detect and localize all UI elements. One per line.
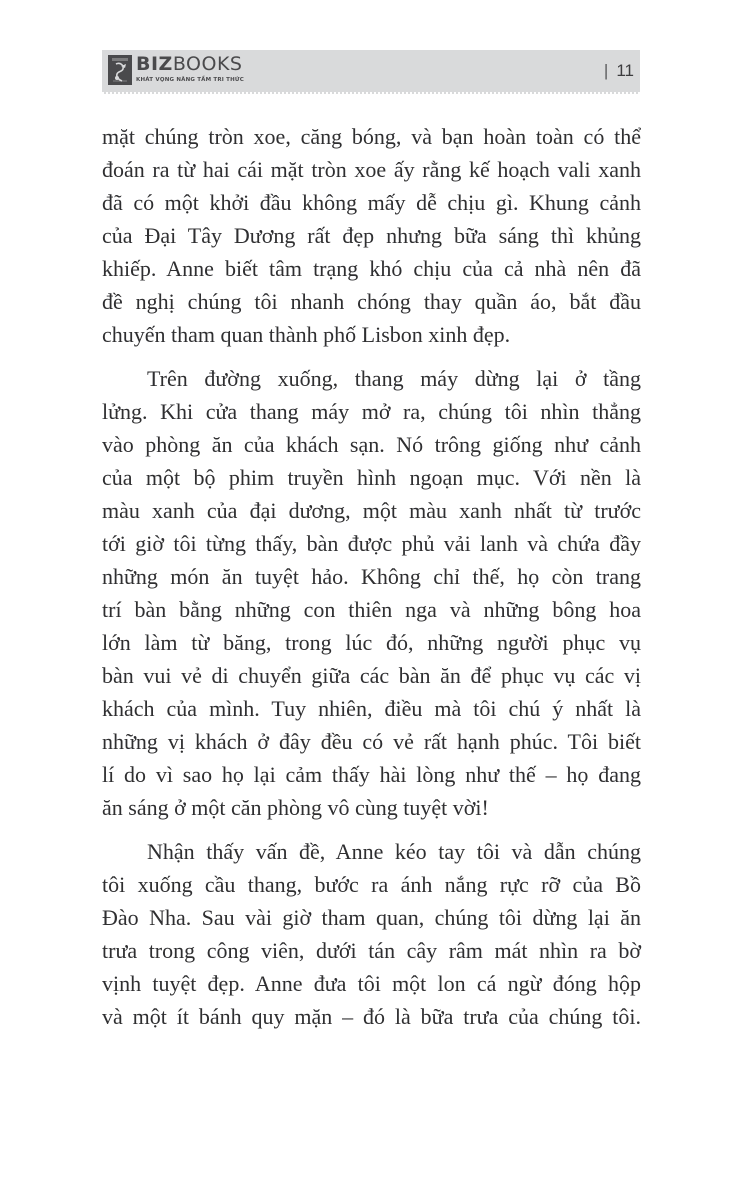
- brand-name-bold: BIZ: [136, 53, 173, 75]
- text-line: và một ít bánh quy mặn – đó là bữa trưa của chúng tôi.: [102, 1004, 641, 1029]
- text-line: màu xanh của đại dương, một màu xanh nhất từ trước: [102, 498, 641, 523]
- running-header: [102, 50, 640, 94]
- text-line: lí do vì sao họ lại cảm thấy hài lòng như thế – họ đang: [102, 762, 641, 787]
- brand-name-light: BOOKS: [172, 53, 243, 75]
- text-line: tới giờ tôi từng thấy, bàn được phủ vải lanh và chứa đầy: [102, 531, 641, 556]
- body-text: [102, 120, 641, 1033]
- text-line: vào phòng ăn của khách sạn. Nó trông giống như cảnh: [102, 432, 641, 457]
- page-number-value: 11: [616, 61, 634, 80]
- brand-name: [136, 53, 242, 75]
- text-line: bàn vui vẻ di chuyển giữa các bàn ăn để phục vụ các vị: [102, 663, 641, 688]
- text-line: mặt chúng tròn xoe, căng bóng, và bạn hoàn toàn có thể: [102, 124, 641, 149]
- text-line: khiếp. Anne biết tâm trạng khó chịu của cả nhà nên đã: [102, 256, 641, 281]
- text-line: tôi xuống cầu thang, bước ra ánh nắng rực rỡ của Bồ: [102, 872, 641, 897]
- text-line: Trên đường xuống, thang máy dừng lại ở tầng: [147, 366, 641, 391]
- text-line: ăn sáng ở một căn phòng vô cùng tuyệt vời!: [102, 795, 489, 820]
- text-line: lửng. Khi cửa thang máy mở ra, chúng tôi nhìn thẳng: [102, 399, 641, 424]
- brand-tagline: KHÁT VỌNG NÂNG TẦM TRI THỨC: [136, 77, 244, 83]
- text-line: trí bàn bằng những con thiên nga và những bông hoa: [102, 597, 641, 622]
- paragraph-2: [102, 362, 641, 824]
- text-line: của một bộ phim truyền hình ngoạn mục. Với nền là: [102, 465, 641, 490]
- page-number-separator: |: [603, 61, 609, 80]
- paragraph-1: [102, 120, 641, 351]
- text-line: đoán ra từ hai cái mặt tròn xoe ấy rằng kế hoạch vali xanh: [102, 157, 641, 182]
- page-number: [604, 60, 634, 82]
- bizbooks-logo-icon: [108, 55, 132, 85]
- text-line: lớn làm từ băng, trong lúc đó, những người phục vụ: [102, 630, 641, 655]
- text-line: trưa trong công viên, dưới tán cây râm mát nhìn ra bờ: [102, 938, 641, 963]
- text-line: những vị khách ở đây đều có vẻ rất hạnh phúc. Tôi biết: [102, 729, 641, 754]
- text-line: vịnh tuyệt đẹp. Anne đưa tôi một lon cá ngừ đóng hộp: [102, 971, 641, 996]
- text-line: chuyến tham quan thành phố Lisbon xinh đẹp.: [102, 322, 511, 347]
- text-line: những món ăn tuyệt hảo. Không chỉ thế, họ còn trang: [102, 564, 641, 589]
- paragraph-3: [102, 835, 641, 1033]
- text-line: đã có một khởi đầu không mấy dễ chịu gì. Khung cảnh: [102, 190, 641, 215]
- text-line: khách của mình. Tuy nhiên, điều mà tôi chú ý nhất là: [102, 696, 641, 721]
- text-line: Đào Nha. Sau vài giờ tham quan, chúng tôi dừng lại ăn: [102, 905, 641, 930]
- text-line: của Đại Tây Dương rất đẹp nhưng bữa sáng thì khủng: [102, 223, 641, 248]
- text-line: đề nghị chúng tôi nhanh chóng thay quần áo, bắt đầu: [102, 289, 641, 314]
- text-line: Nhận thấy vấn đề, Anne kéo tay tôi và dẫn chúng: [147, 839, 641, 864]
